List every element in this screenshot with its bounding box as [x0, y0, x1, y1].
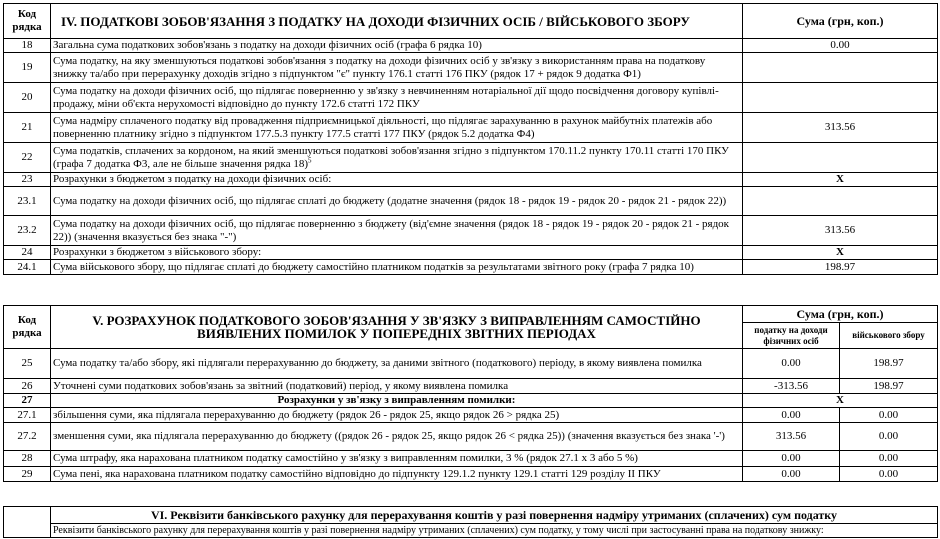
- row-description: [51, 53, 743, 83]
- row-value: 0.00: [743, 39, 938, 53]
- row-code: 20: [4, 83, 51, 113]
- sum-header: Сума (грн, коп.): [743, 306, 938, 323]
- table-row: [4, 173, 938, 187]
- row-value: X: [743, 394, 938, 408]
- section-4-table: [3, 3, 938, 275]
- row-description: [51, 113, 743, 143]
- table-row: [4, 53, 938, 83]
- sum-header: Сума (грн, коп.): [743, 4, 938, 39]
- code-header: Код рядка: [4, 4, 51, 39]
- row-code: 23.2: [4, 216, 51, 246]
- section-5-table: [3, 305, 938, 482]
- table-row: [4, 113, 938, 143]
- row-value-military: 0.00: [840, 423, 938, 451]
- table-row: [4, 216, 938, 246]
- row-description: Сума пені, яка нарахована платником податку самостійно відповідно до підпункту 129.1.2 пункту 129.1 статті 129 розділу ІІ ПКУ: [51, 467, 743, 482]
- row-value-military: 0.00: [840, 408, 938, 423]
- table-row: [4, 143, 938, 173]
- row-description: Уточнені суми податкових зобов'язань за звітний (податковий) період, у якому виявлена помилка: [51, 379, 743, 394]
- row-code: 22: [4, 143, 51, 173]
- row-code: 21: [4, 113, 51, 143]
- row-description: Сума податку та/або збору, які підлягали перерахуванню до бюджету, за даними звітного (податкового) періоду, в якому виявлена помилка: [51, 349, 743, 379]
- row-value: [743, 143, 938, 173]
- code-header: Код рядка: [4, 306, 51, 349]
- row-description-text: Сума податку на доходи фізичних осіб, що підлягає сплаті до бюджету (додатне значення (рядок 18 - рядок 19 - рядок 20 - рядок 21 - рядок 22)): [53, 194, 727, 207]
- row-code: 23: [4, 173, 51, 187]
- row-description-text: Сума податку на доходи фізичних осіб, що підлягає поверненню з бюджету (від'ємне значення (рядок 18 - рядок 19 - рядок 20 - рядок 21 - рядок 22)) (значення вказується без знака "-"): [53, 217, 730, 243]
- table-row: [4, 423, 938, 451]
- row-code: 27.1: [4, 408, 51, 423]
- row-description: [51, 173, 743, 187]
- table-row: [4, 260, 938, 275]
- row-value-pdfo: -313.56: [743, 379, 840, 394]
- row-code: 23.1: [4, 187, 51, 216]
- section-6-title: VI. Реквізити банківського рахунку для перерахування коштів у разі повернення надміру утриманих (сплачених) сум податку: [51, 507, 938, 524]
- row-description-text: Сума податку на доходи фізичних осіб, що підлягає поверненню у зв'язку з невчиненням нотаріальної дії щодо посвідчення договору купівлі-продажу, міни об'єкта нерухомості відповідно до пункту 172.6 статті 172 ПКУ: [53, 84, 719, 110]
- table-row: [4, 187, 938, 216]
- row-description: Розрахунки у зв'язку з виправленням помилки:: [51, 394, 743, 408]
- section-5-title: V. РОЗРАХУНОК ПОДАТКОВОГО ЗОБОВ'ЯЗАННЯ У ЗВ'ЯЗКУ З ВИПРАВЛЕННЯМ САМОСТІЙНО ВИЯВЛЕНИХ ПОМИЛОК У ПОПЕРЕДНІХ ЗВІТНИХ ПЕРІОДАХ: [51, 306, 743, 349]
- row-value: 198.97: [743, 260, 938, 275]
- row-description: Сума штрафу, яка нарахована платником податку самостійно у зв'язку з виправленням помилки, 3 % (рядок 27.1 х 3 або 5 %): [51, 451, 743, 467]
- col-military-header: військового збору: [840, 323, 938, 349]
- row-description: [51, 187, 743, 216]
- row-value: 313.56: [743, 216, 938, 246]
- row-value: X: [743, 246, 938, 260]
- row-description: [51, 143, 743, 173]
- row-description: [51, 83, 743, 113]
- table-row: [4, 83, 938, 113]
- row-description-text: Сума надміру сплаченого податку від провадження підприємницької діяльності, що підлягає зарахуванню в рахунок майбутніх платежів або поверненню платнику згідно з підпунктом 177.5.3 пункту 177.5 статті 177 ПКУ (рядок 5.2 додатка Ф4): [53, 114, 713, 140]
- row-code: 29: [4, 467, 51, 482]
- row-description: зменшення суми, яка підлягала перерахуванню до бюджету ((рядок 26 - рядок 25, якщо рядок 26 < рядка 25)) (значення вказується без знака '-'): [51, 423, 743, 451]
- table-row: [4, 246, 938, 260]
- row-description: [51, 39, 743, 53]
- row-description: [51, 246, 743, 260]
- row-code: 25: [4, 349, 51, 379]
- row-value-pdfo: 0.00: [743, 467, 840, 482]
- row-code: 27: [4, 394, 51, 408]
- table-row: [4, 408, 938, 423]
- row-value-pdfo: 0.00: [743, 408, 840, 423]
- row-description: [51, 260, 743, 275]
- col-pdfo-header: податку на доходи фізичних осіб: [743, 323, 840, 349]
- table-row: [4, 467, 938, 482]
- row-value: [743, 83, 938, 113]
- row-value: X: [743, 173, 938, 187]
- row-description: збільшення суми, яка підлягала перерахуванню до бюджету (рядок 26 - рядок 25, якщо рядок 26 > рядка 25): [51, 408, 743, 423]
- row-value-military: 0.00: [840, 467, 938, 482]
- section-6-subtitle: Реквізити банківського рахунку для перерахування коштів у разі повернення надміру утриманих (сплачених) сум податку, у тому числі при застосуванні права на податкову знижку:: [51, 524, 938, 538]
- row-description-text: Розрахунки з бюджетом з військового збору:: [53, 246, 262, 258]
- row-code: 24.1: [4, 260, 51, 275]
- row-description-text: Сума податку, на яку зменшуються податкові зобов'язання з податку на доходи фізичних осіб у зв'язку з використанням права на податкову знижку та/або при перерахунку доходів згідно з підпунктом "є" пункту 176.1 статті 176 ПКУ (рядок 17 + рядок 9 додатка Ф1): [53, 54, 706, 80]
- row-value-pdfo: 313.56: [743, 423, 840, 451]
- row-value-military: 198.97: [840, 349, 938, 379]
- section-6-table: [3, 506, 938, 538]
- row-value-military: 0.00: [840, 451, 938, 467]
- row-code: 27.2: [4, 423, 51, 451]
- row-description-text: Загальна сума податкових зобов'язань з податку на доходи фізичних осіб (графа 6 рядка 10): [53, 39, 482, 51]
- row-description: [51, 216, 743, 246]
- row-value-military: 198.97: [840, 379, 938, 394]
- section-4-title: IV. ПОДАТКОВІ ЗОБОВ'ЯЗАННЯ З ПОДАТКУ НА ДОХОДИ ФІЗИЧНИХ ОСІБ / ВІЙСЬКОВОГО ЗБОРУ: [51, 4, 743, 39]
- table-row: [4, 379, 938, 394]
- row-code: 18: [4, 39, 51, 53]
- row-code: 26: [4, 379, 51, 394]
- row-value-pdfo: 0.00: [743, 451, 840, 467]
- row-value: [743, 187, 938, 216]
- row-code: 24: [4, 246, 51, 260]
- footnote-mark: 5: [308, 155, 312, 164]
- row-value: [743, 53, 938, 83]
- row-description-text: Сума податків, сплачених за кордоном, на який зменшуються податкові зобов'язання згідно з підпунктом 170.11.2 пункту 170.11 статті 170 ПКУ (графа 7 додатка Ф3, але не більше значення рядка 18): [53, 144, 729, 170]
- row-code: 19: [4, 53, 51, 83]
- row-description-text: Сума військового збору, що підлягає сплаті до бюджету самостійно платником податків за результатами звітного року (графа 7 рядка 10): [53, 260, 694, 273]
- row-value: 313.56: [743, 113, 938, 143]
- row-value-pdfo: 0.00: [743, 349, 840, 379]
- row-code: 28: [4, 451, 51, 467]
- table-row: [4, 349, 938, 379]
- row-description-text: Розрахунки з бюджетом з податку на доходи фізичних осіб:: [53, 173, 332, 185]
- table-row: [4, 394, 938, 408]
- table-row: [4, 451, 938, 467]
- table-row: [4, 39, 938, 53]
